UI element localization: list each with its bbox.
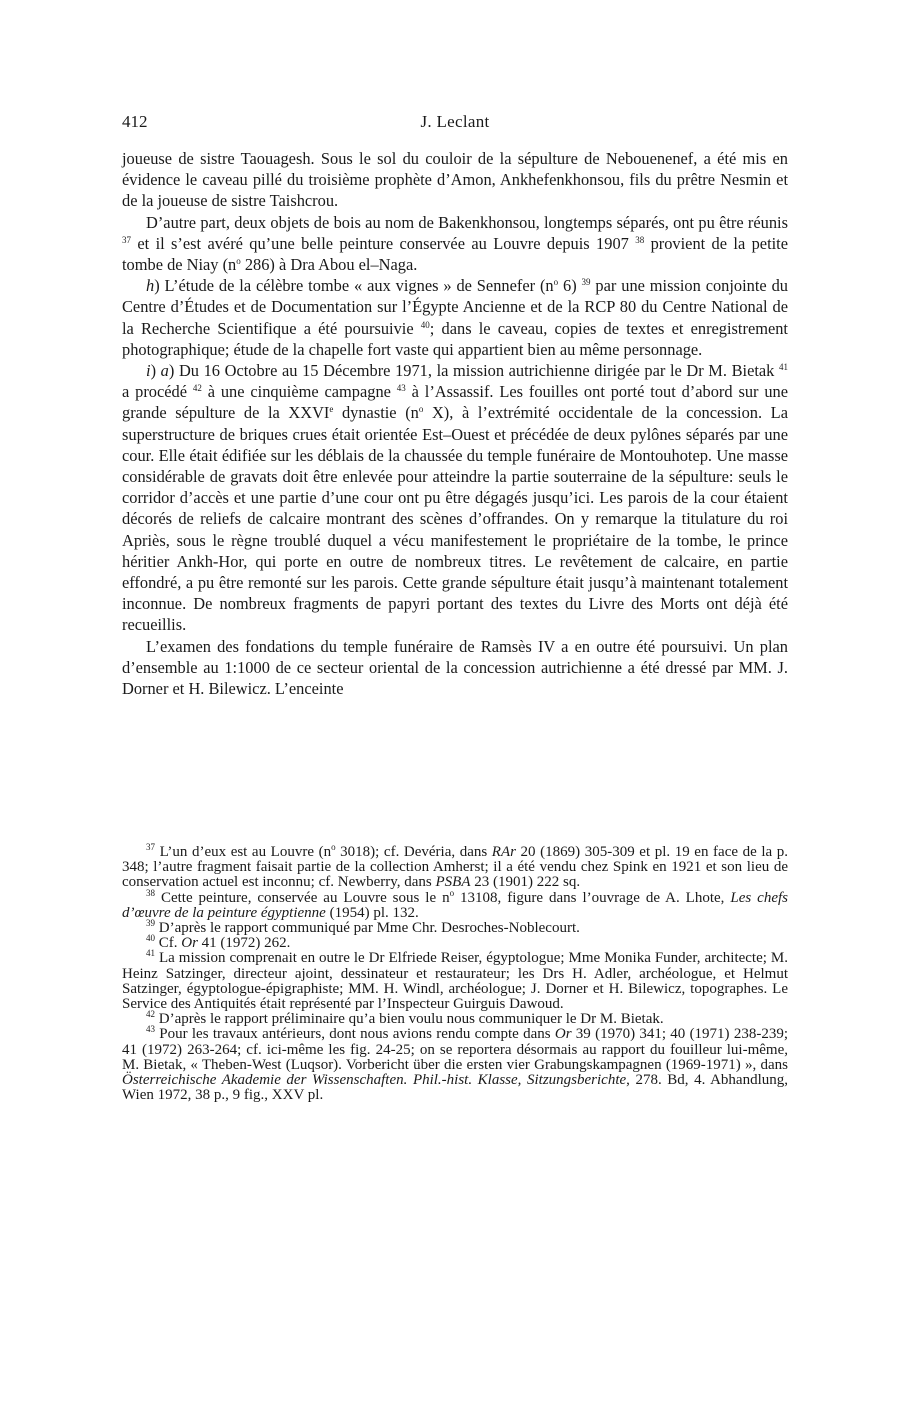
- page-number: 412: [122, 112, 148, 131]
- italic-text: a: [160, 361, 169, 381]
- footnote: [122, 1024, 788, 1104]
- footnote: [122, 918, 788, 937]
- paragraph: [122, 360, 788, 636]
- text-run: 6): [558, 276, 582, 296]
- superscript: o: [418, 404, 424, 415]
- footnote: [122, 948, 788, 1013]
- superscript: 40: [146, 933, 155, 944]
- italic-text: RAr: [491, 844, 516, 860]
- text-run: à l’Assassif. Les fouilles ont porté tout d’abord sur une grande sépulture de la XXVI: [122, 382, 788, 423]
- italic-text: Or: [554, 1026, 572, 1043]
- text-run: 3018); cf. Devéria, dans: [335, 844, 492, 860]
- text-run: X), à l’extrémité occidentale de la concession. La superstructure de briques crues était orientée Est–Ouest et précédée de deux pylônes séparés par une cour. Elle était édifiée sur les déblais de la chaussée du temple funéraire de Montouhotep. Une masse considérable de gravats doit être enlevée pour atteindre la partie souterraine de la sépulture: seuls le corridor d’accès et une partie d’une cour ont pu être dégagés jusqu’ici. Les parois de la cour étaient décorés de reliefs de calcaire montrant des scènes d’offrandes. On y remarque la titulature du roi Apriès, sous le règne troublé duquel a vécu manifestement le propriétaire de la tombe, le prince héritier Ankh-Hor, qui porte en outre de nombreux titres. Le revêtement de calcaire, en partie effondré, a pu être remonté sur les parois. Cette grande sépulture était jusqu’à maintenant totalement inconnue. De nombreux fragments de papyri portant des textes du Livre des Morts ont déjà été recueillis.: [122, 403, 788, 635]
- text-run: Pour les travaux antérieurs, dont nous avions rendu compte dans: [155, 1026, 555, 1043]
- paragraph: [122, 636, 788, 700]
- text-run: 286) à Dra Abou el–Naga.: [240, 255, 418, 275]
- italic-text: Les chefs d’œuvre de la peinture égyptienne: [122, 889, 788, 921]
- text-run: par une mission conjointe du Centre d’Études et de Documentation sur l’Égypte Ancienne et de la RCP 80 du Centre National de la Recherche Scientifique a été poursuivie: [122, 276, 788, 338]
- text-run: 20 (1869) 305-309 et pl. 19 en face de la p. 348; l’autre fragment faisait partie de la collection Amherst; il a été vendu chez Spink en 1921 et son lieu de conservation actuel est inconnu; cf. Newberry, dans: [122, 844, 788, 891]
- text-run: , 278. Bd, 4. Abhandlung, Wien 1972, 38 p., 9 fig., XXV pl.: [122, 1072, 788, 1104]
- text-run: ) Du 16 Octobre au 15 Décembre 1971, la mission autrichienne dirigée par le Dr M. Bietak: [168, 361, 780, 381]
- superscript: 43: [146, 1024, 155, 1035]
- text-run: La mission comprenait en outre le Dr Elfriede Reiser, égyptologue; Mme Monika Funder, architecte; M. Heinz Satzinger, directeur ajoint, dessinateur et restaurateur; les Drs H. Adler, archéologue, et Helmut Satzinger, égyptologue-épigraphiste; MM. H. Windl, archéologue; J. Dorner et H. Bilewicz, topographes. Le Service des Antiquités était représenté par l’Inspecteur Guirguis Dawoud.: [122, 950, 788, 1013]
- superscript: 40: [420, 319, 430, 330]
- superscript: 37: [122, 234, 131, 245]
- italic-text: Or: [181, 935, 198, 952]
- superscript: 38: [635, 234, 645, 245]
- footnote: [122, 887, 788, 921]
- footnote: [122, 842, 788, 891]
- text-run: ): [150, 361, 161, 381]
- superscript: 39: [146, 918, 155, 929]
- text-run: Cette peinture, conservée au Louvre sous le n: [155, 889, 450, 906]
- text-run: 39 (1970) 341; 40 (1971) 238-239; 41 (1972) 263-264; cf. ici-même les fig. 24-25; on se reportera désormais au rapport du fouilleur lui-même, M. Bietak, « Theben-West (Luqsor). Vorbericht über die ersten vier Grabungskampagnen (1969-1971) », dans: [122, 1026, 788, 1073]
- running-head-author: J. Leclant: [420, 112, 490, 131]
- italic-text: PSBA: [435, 874, 471, 891]
- text-run: joueuse de sistre Taouagesh. Sous le sol du couloir de la sépulture de Nebouenenef, a été mis en évidence le caveau pillé du troisième prophète d’Amon, Ankhefenkhonsou, fils du prêtre Nesmin et de la joueuse de sistre Taishcrou.: [122, 149, 788, 211]
- text-run: Cf.: [155, 935, 182, 952]
- paragraph: [122, 275, 788, 360]
- text-run: D’après le rapport communiqué par Mme Chr. Desroches-Noblecourt.: [155, 920, 580, 937]
- italic-text: h: [146, 276, 155, 296]
- superscript: o: [553, 277, 559, 288]
- text-run: 41 (1972) 262.: [197, 935, 291, 952]
- superscript: o: [449, 887, 455, 898]
- text-run: et il s’est avéré qu’une belle peinture conservée au Louvre depuis 1907: [131, 233, 636, 253]
- superscript: 38: [146, 887, 155, 898]
- text-run: à une cinquième campagne: [201, 382, 397, 402]
- superscript: 42: [146, 1009, 155, 1020]
- superscript: e: [329, 404, 334, 415]
- text-run: 23 (1901) 222 sq.: [470, 874, 581, 891]
- italic-text: i: [146, 361, 151, 381]
- superscript: 37: [146, 842, 155, 852]
- superscript: o: [331, 842, 336, 852]
- superscript: 41: [779, 362, 789, 373]
- superscript: 42: [192, 383, 202, 394]
- text-run: provient de la petite tombe de Niay (n: [122, 233, 788, 275]
- page-header: [122, 112, 788, 136]
- italic-text: Österreichische Akademie der Wissenschaften. Phil.-hist. Klasse, Sitzungsberichte: [122, 1072, 627, 1089]
- text-run: 13108, figure dans l’ouvrage de A. Lhote,: [454, 889, 731, 906]
- superscript: 41: [146, 948, 155, 959]
- footnotes: [122, 842, 788, 1104]
- superscript: o: [236, 256, 241, 267]
- text-run: ; dans le caveau, copies de textes et enregistrement photographique; étude de la chapelle fort vaste qui appartient bien au même personnage.: [122, 318, 788, 359]
- text-run: ) L’étude de la célèbre tombe « aux vignes » de Sennefer (n: [154, 276, 554, 296]
- text-run: dynastie (n: [333, 403, 419, 423]
- text-run: a procédé: [122, 382, 193, 402]
- superscript: 43: [396, 383, 406, 394]
- paragraph: [122, 148, 788, 212]
- paragraph: [122, 212, 788, 276]
- text-run: D’autre part, deux objets de bois au nom de Bakenkhonsou, longtemps séparés, ont pu être réunis: [146, 212, 788, 232]
- text-run: D’après le rapport préliminaire qu’a bien voulu nous communiquer le Dr M. Bietak.: [155, 1011, 664, 1028]
- superscript: 39: [581, 277, 591, 288]
- text-run: L’examen des fondations du temple funéraire de Ramsès IV a en outre été poursuivi. Un plan d’ensemble au 1:1000 de ce secteur oriental de la concession autrichienne a été dressé par MM. J. Dorner et H. Bilewicz. L’enceinte: [122, 636, 788, 699]
- main-text: [122, 148, 788, 699]
- text-run: L’un d’eux est au Louvre (n: [155, 844, 332, 860]
- text-run: (1954) pl. 132.: [325, 904, 419, 921]
